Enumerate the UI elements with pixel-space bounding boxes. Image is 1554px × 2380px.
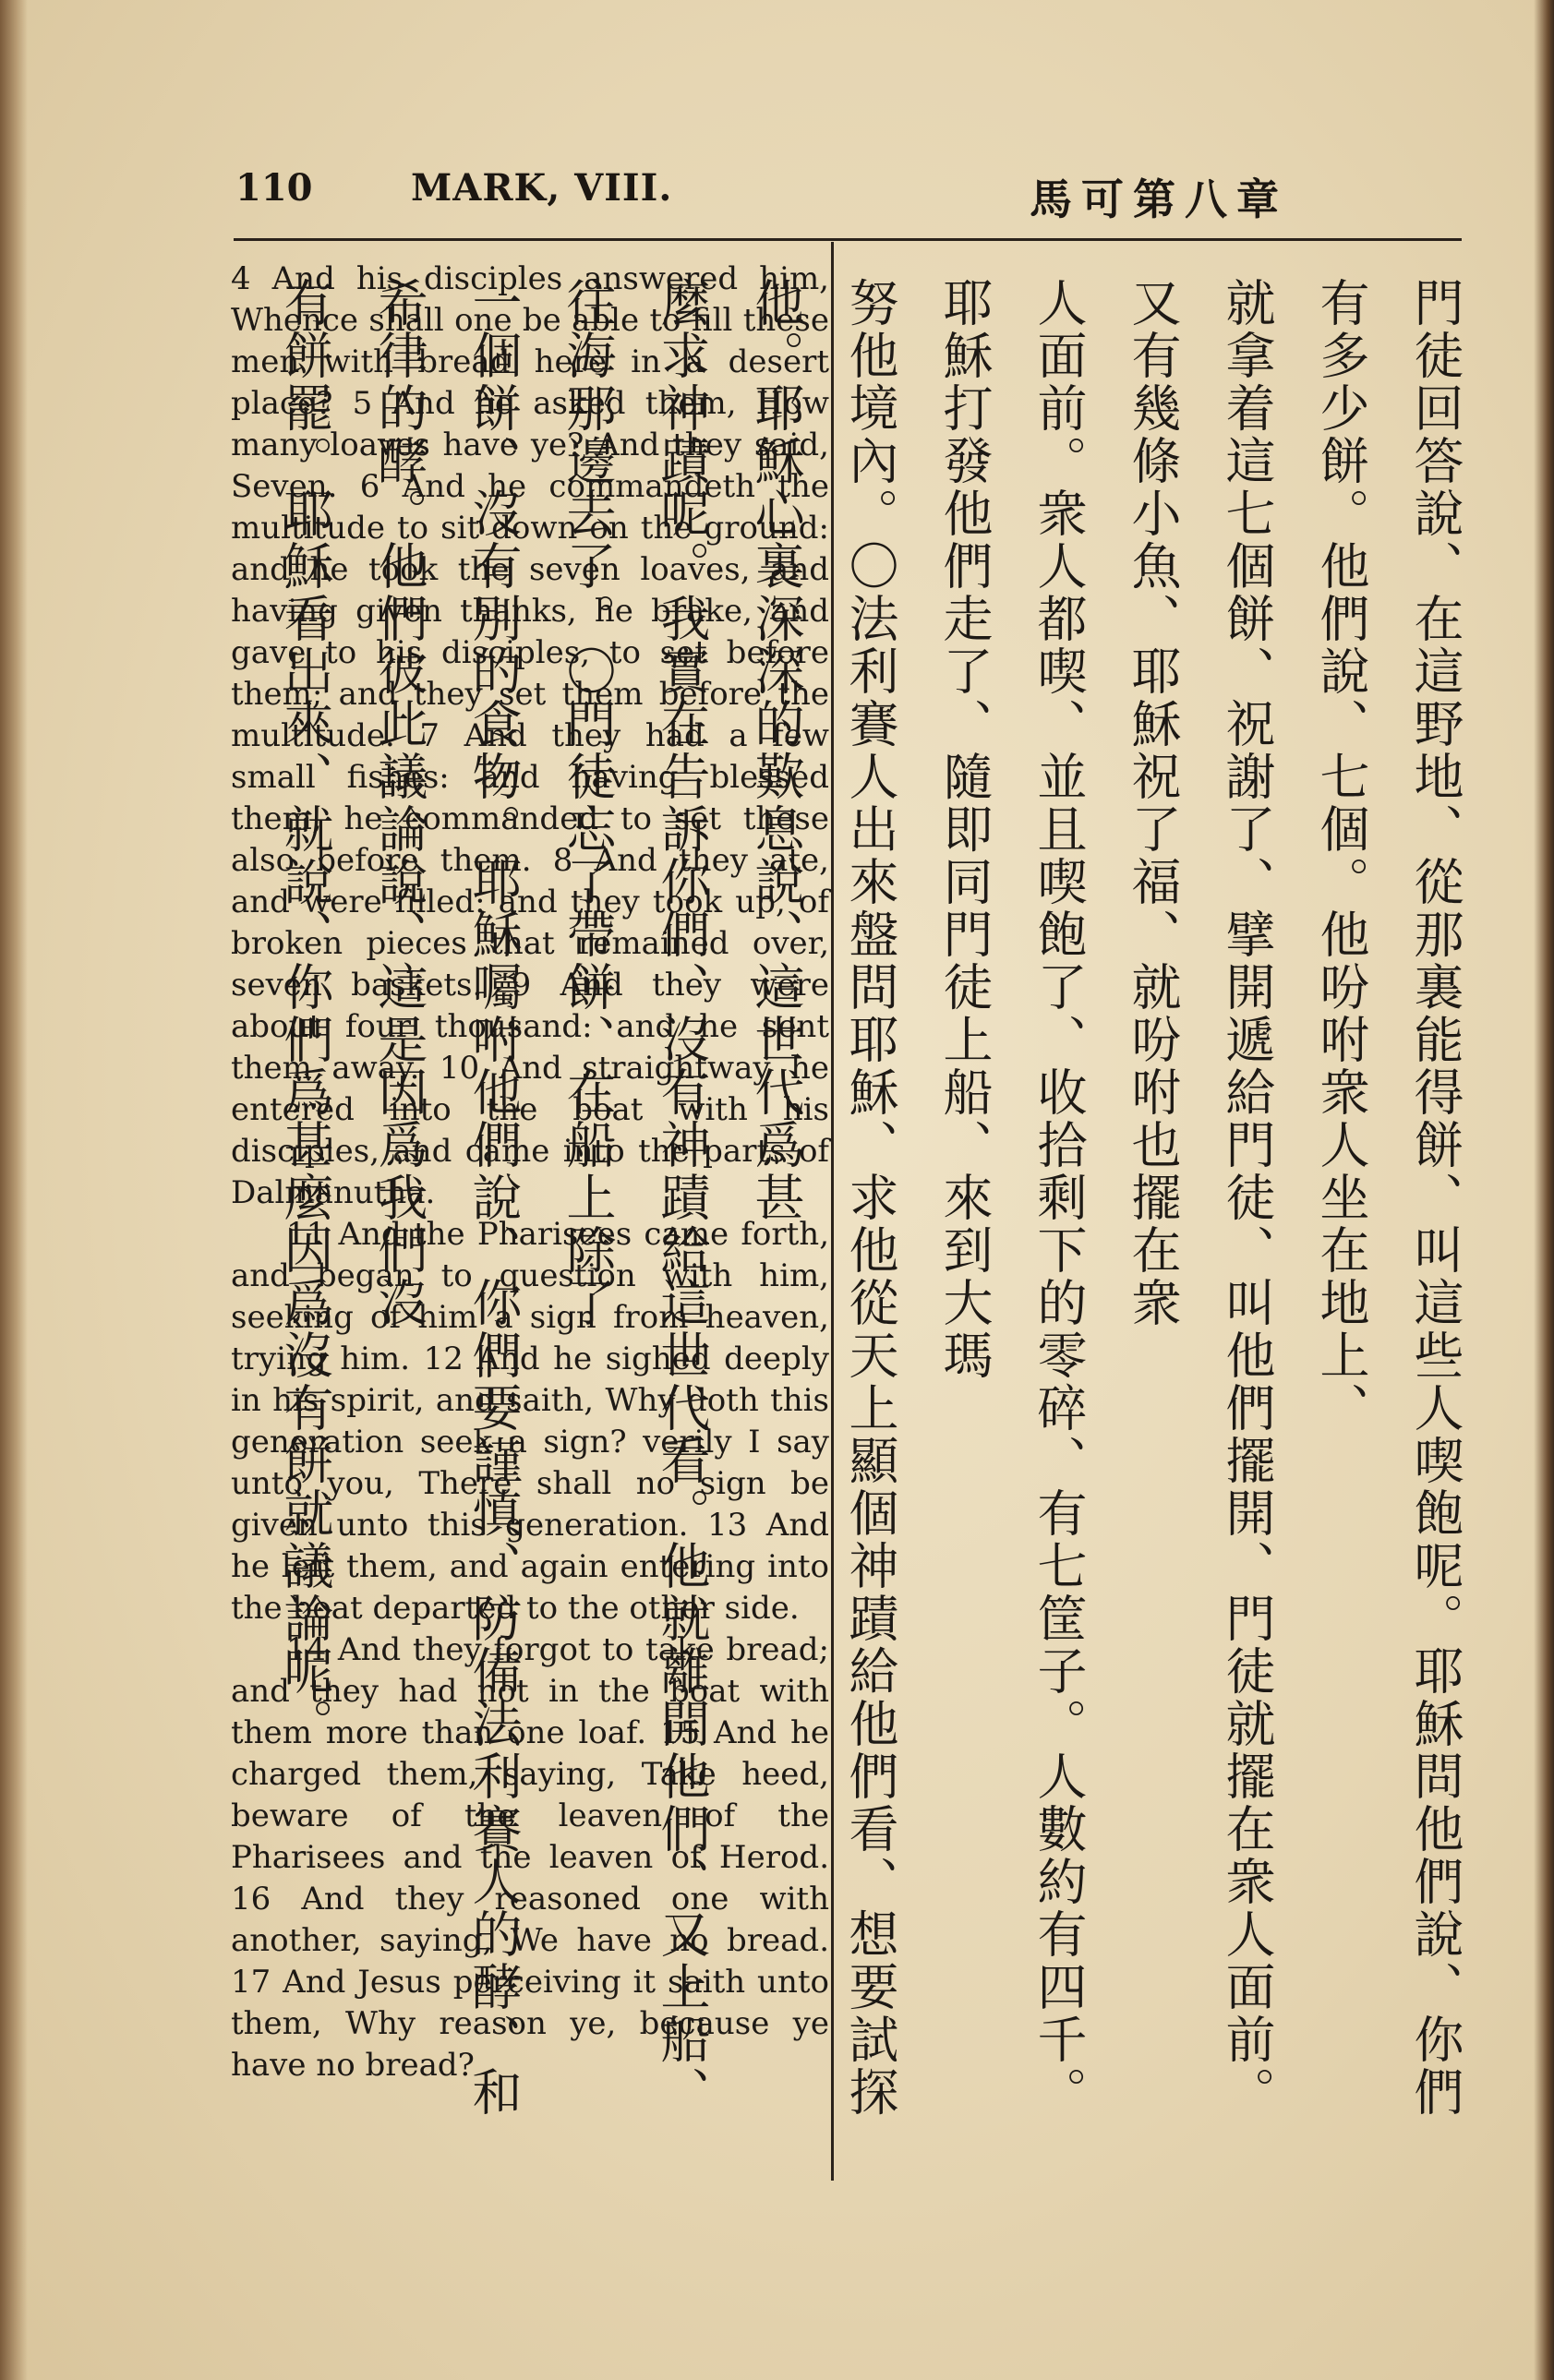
page-edge-shadow [1534,0,1554,2380]
chinese-line: 人面前。衆人都喫、並且喫飽了、收拾剩下的零碎、有七筐子。人數約有四千。耶穌打發他們走了、隨即同門徒上船、來到大瑪 [935,277,1088,2119]
chinese-line: 有餅罷。耶穌看出來、就說、你們爲甚麼因爲沒有餅就議論呢。 [276,277,334,1750]
page-header [235,166,1464,231]
chinese-line: 門徒回答說、在這野地、從那裏能得餅、叫這些人喫飽呢。耶穌問他們說、你們有多少餅。他們說、七個。他吩咐衆人坐在地上、 [1312,277,1464,2119]
chinese-line: 努他境內。〇法利賽人出來盤問耶穌、求他從天上顯個神蹟給他們看、想要試探他。耶穌心裏深深的歎息說、這世代爲甚 [747,277,899,2119]
header-rule [234,238,1462,241]
english-paragraph: 4 And his disciples answered him, Whence shall one be able to fill these men with bread here in a desert place? 5 And he asked them, How many loaves have ye? And they said, Seven. 6 And he commandeth the multitude to sit down on the ground: and he took the seven loaves, and having given thanks, he brake, and gave to his disciples, to set before them; and they set them before the multitude. 7 And they had a few small fishes: and having blessed them, he commanded to set these also before them. 8 And they ate, and were filled: and they took up, of broken pieces that remained over, seven baskets. 9 And they were about four thousand: and he sent them away. 10 And straightway he entered into the boat with his disciples, and came into the parts of Dalmanutha. [231,260,829,1211]
chinese-line: 一個餅、沒有別的食物。耶穌囑咐他們說、你們要謹慎、防備法利賽人的酵、和希律的酵。他們彼此議論說、這是因爲我們沒 [370,277,523,2119]
page-number: 110 [235,166,313,210]
chinese-running-title: 馬可第八章 [1030,174,1288,224]
book-spine-shadow [0,0,28,2380]
running-title: MARK, VIII. [411,166,673,210]
chinese-line: 就拿着這七個餅、祝謝了、擘開遞給門徒、叫他們擺開、門徒就擺在衆人面前。又有幾條小魚、耶穌祝了福、就吩咐也擺在衆 [1124,277,1276,2119]
chinese-line: 麼求神蹟呢。我實在告訴你們、沒有神蹟給這世代看。他就離開他們、又上船、往海那邊去了。〇門徒忘了帶餅、在船上除了 [559,277,711,2119]
english-paragraph: 11 And the Pharisees came forth, and began to question with him, seeking of him a sign from heaven, trying him. 12 And he sighed deeply in his spirit, and saith, Why doth this generation seek a sign? verily I say unto you, There shall no sign be given unto this generation. 13 And he left them, and again entering into the boat departed to the other side. [231,1216,829,1627]
english-paragraph: 14 And they forgot to take bread; and they had not in the boat with them more than one loaf. 15 And he charged them, saying, Take heed, beware of the leaven of the Pharisees and the leaven of Herod. 16 And they reasoned one with another, saying, We have no bread. 17 And Jesus perceiving it saith unto them, Why reason ye, because ye have no bread? [231,1631,829,2084]
